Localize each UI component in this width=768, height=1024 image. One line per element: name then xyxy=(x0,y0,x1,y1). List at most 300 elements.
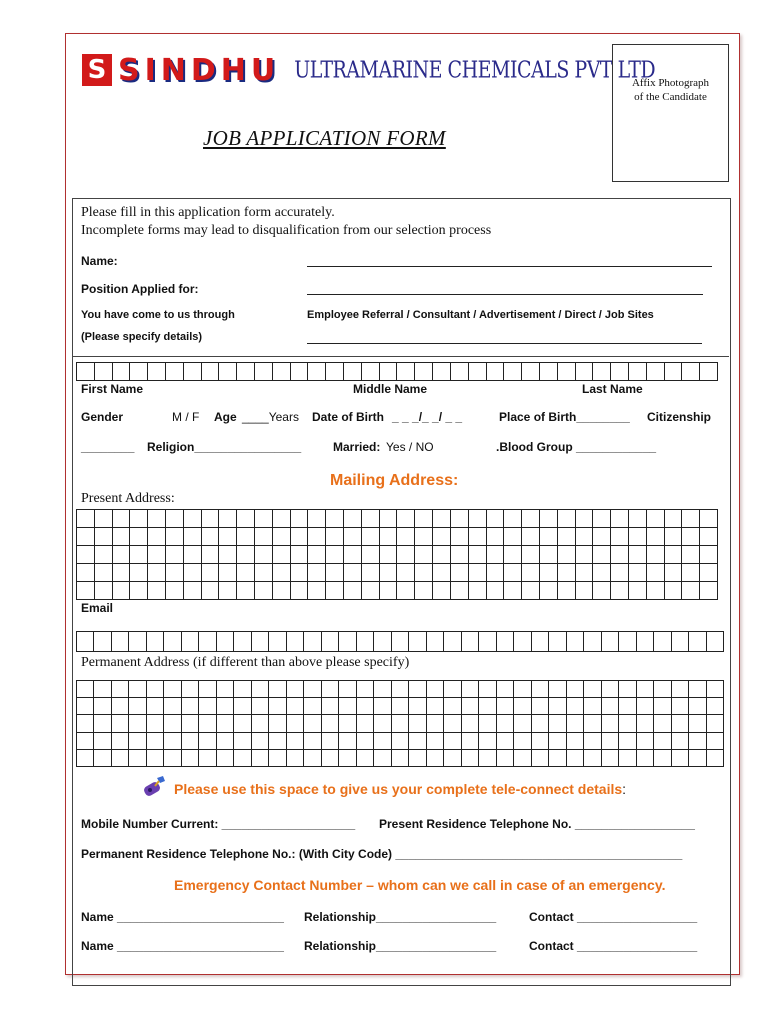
grid-cell[interactable] xyxy=(95,363,113,381)
permanent-address-grid[interactable] xyxy=(76,680,724,767)
grid-cell[interactable] xyxy=(558,582,576,600)
grid-cell[interactable] xyxy=(217,632,234,652)
grid-cell[interactable] xyxy=(619,698,636,715)
grid-cell[interactable] xyxy=(462,715,480,732)
grid-cell[interactable] xyxy=(532,733,549,750)
grid-cell[interactable] xyxy=(164,681,181,698)
grid-cell[interactable] xyxy=(629,363,647,381)
grid-cell[interactable] xyxy=(549,733,566,750)
grid-cell[interactable] xyxy=(397,546,415,564)
grid-cell[interactable] xyxy=(549,715,566,732)
grid-cell[interactable] xyxy=(322,750,340,767)
grid-cell[interactable] xyxy=(433,363,451,381)
grid-cell[interactable] xyxy=(514,733,531,750)
grid-cell[interactable] xyxy=(95,510,113,528)
position-field[interactable] xyxy=(307,294,703,295)
grid-cell[interactable] xyxy=(514,750,531,767)
grid-cell[interactable] xyxy=(77,698,94,715)
grid-cell[interactable] xyxy=(392,750,409,767)
blood-group-field[interactable]: .Blood Group ____________ xyxy=(496,440,657,454)
grid-cell[interactable] xyxy=(584,733,602,750)
grid-cell[interactable] xyxy=(462,750,480,767)
grid-cell[interactable] xyxy=(234,681,251,698)
grid-cell[interactable] xyxy=(392,632,409,652)
grid-cell[interactable] xyxy=(326,582,344,600)
grid-cell[interactable] xyxy=(129,715,146,732)
grid-cell[interactable] xyxy=(611,510,629,528)
grid-cell[interactable] xyxy=(602,715,619,732)
grid-cell[interactable] xyxy=(700,564,718,582)
grid-cell[interactable] xyxy=(540,528,558,546)
grid-cell[interactable] xyxy=(647,564,665,582)
grid-cell[interactable] xyxy=(392,733,409,750)
grid-cell[interactable] xyxy=(234,733,251,750)
grid-cell[interactable] xyxy=(611,582,629,600)
grid-cell[interactable] xyxy=(567,733,584,750)
grid-cell[interactable] xyxy=(444,698,461,715)
grid-cell[interactable] xyxy=(532,715,549,732)
grid-cell[interactable] xyxy=(357,632,374,652)
grid-cell[interactable] xyxy=(362,546,380,564)
grid-cell[interactable] xyxy=(629,582,647,600)
grid-cell[interactable] xyxy=(532,698,549,715)
grid-cell[interactable] xyxy=(637,681,654,698)
grid-cell[interactable] xyxy=(682,582,700,600)
permanent-phone-field[interactable]: Permanent Residence Telephone No.: (With City Code) ___________________________________________ xyxy=(81,847,683,861)
grid-cell[interactable] xyxy=(689,681,706,698)
grid-cell[interactable] xyxy=(392,715,409,732)
grid-cell[interactable] xyxy=(322,715,340,732)
grid-cell[interactable] xyxy=(130,582,148,600)
grid-cell[interactable] xyxy=(255,528,273,546)
grid-cell[interactable] xyxy=(308,528,326,546)
grid-cell[interactable] xyxy=(462,698,480,715)
grid-cell[interactable] xyxy=(576,564,594,582)
grid-cell[interactable] xyxy=(255,582,273,600)
grid-cell[interactable] xyxy=(184,582,202,600)
grid-cell[interactable] xyxy=(532,750,549,767)
emergency-name-field-2[interactable]: Name _________________________ xyxy=(81,939,284,953)
grid-cell[interactable] xyxy=(237,528,255,546)
grid-cell[interactable] xyxy=(479,750,496,767)
grid-cell[interactable] xyxy=(409,750,426,767)
grid-cell[interactable] xyxy=(237,363,255,381)
grid-cell[interactable] xyxy=(619,681,636,698)
grid-cell[interactable] xyxy=(700,510,718,528)
grid-cell[interactable] xyxy=(164,733,181,750)
grid-cell[interactable] xyxy=(647,546,665,564)
grid-cell[interactable] xyxy=(522,363,540,381)
grid-cell[interactable] xyxy=(129,698,146,715)
grid-cell[interactable] xyxy=(540,582,558,600)
grid-cell[interactable] xyxy=(148,510,166,528)
grid-cell[interactable] xyxy=(95,564,113,582)
grid-cell[interactable] xyxy=(339,632,356,652)
grid-cell[interactable] xyxy=(392,681,409,698)
grid-cell[interactable] xyxy=(637,733,654,750)
grid-cell[interactable] xyxy=(504,363,522,381)
grid-cell[interactable] xyxy=(234,715,251,732)
grid-cell[interactable] xyxy=(487,564,505,582)
grid-cell[interactable] xyxy=(308,363,326,381)
grid-cell[interactable] xyxy=(682,363,700,381)
grid-cell[interactable] xyxy=(619,632,636,652)
grid-cell[interactable] xyxy=(164,632,181,652)
grid-cell[interactable] xyxy=(576,363,594,381)
grid-cell[interactable] xyxy=(291,564,309,582)
grid-cell[interactable] xyxy=(339,715,356,732)
grid-cell[interactable] xyxy=(94,750,111,767)
grid-cell[interactable] xyxy=(558,528,576,546)
grid-cell[interactable] xyxy=(637,632,654,652)
grid-cell[interactable] xyxy=(469,546,487,564)
grid-cell[interactable] xyxy=(415,510,433,528)
grid-cell[interactable] xyxy=(291,528,309,546)
grid-cell[interactable] xyxy=(217,750,234,767)
grid-cell[interactable] xyxy=(147,698,164,715)
grid-cell[interactable] xyxy=(374,681,391,698)
grid-cell[interactable] xyxy=(427,750,444,767)
grid-cell[interactable] xyxy=(291,363,309,381)
grid-cell[interactable] xyxy=(397,582,415,600)
grid-cell[interactable] xyxy=(700,363,718,381)
grid-cell[interactable] xyxy=(113,582,131,600)
grid-cell[interactable] xyxy=(576,510,594,528)
grid-cell[interactable] xyxy=(707,632,724,652)
grid-cell[interactable] xyxy=(130,546,148,564)
grid-cell[interactable] xyxy=(113,528,131,546)
grid-cell[interactable] xyxy=(504,510,522,528)
grid-cell[interactable] xyxy=(567,750,584,767)
full-name-grid[interactable] xyxy=(76,362,718,381)
grid-cell[interactable] xyxy=(255,564,273,582)
grid-cell[interactable] xyxy=(322,698,340,715)
present-address-grid[interactable] xyxy=(76,509,718,600)
grid-cell[interactable] xyxy=(654,733,671,750)
grid-cell[interactable] xyxy=(672,750,689,767)
grid-cell[interactable] xyxy=(112,632,129,652)
grid-cell[interactable] xyxy=(487,363,505,381)
grid-cell[interactable] xyxy=(415,363,433,381)
grid-cell[interactable] xyxy=(380,363,398,381)
grid-cell[interactable] xyxy=(77,681,94,698)
grid-cell[interactable] xyxy=(654,698,671,715)
grid-cell[interactable] xyxy=(164,715,181,732)
grid-cell[interactable] xyxy=(576,546,594,564)
grid-cell[interactable] xyxy=(469,510,487,528)
grid-cell[interactable] xyxy=(219,564,237,582)
grid-cell[interactable] xyxy=(112,698,129,715)
grid-cell[interactable] xyxy=(237,510,255,528)
grid-cell[interactable] xyxy=(273,510,291,528)
grid-cell[interactable] xyxy=(602,632,619,652)
grid-cell[interactable] xyxy=(469,564,487,582)
grid-cell[interactable] xyxy=(166,582,184,600)
source-options[interactable]: Employee Referral / Consultant / Advertisement / Direct / Job Sites xyxy=(307,309,654,321)
photo-box[interactable] xyxy=(612,44,729,182)
grid-cell[interactable] xyxy=(665,564,683,582)
grid-cell[interactable] xyxy=(602,733,619,750)
grid-cell[interactable] xyxy=(202,582,220,600)
grid-cell[interactable] xyxy=(112,681,129,698)
grid-cell[interactable] xyxy=(219,582,237,600)
grid-cell[interactable] xyxy=(415,546,433,564)
grid-cell[interactable] xyxy=(166,510,184,528)
specify-field[interactable] xyxy=(307,343,702,344)
grid-cell[interactable] xyxy=(94,681,111,698)
grid-cell[interactable] xyxy=(304,750,321,767)
grid-cell[interactable] xyxy=(374,750,391,767)
grid-cell[interactable] xyxy=(593,582,611,600)
grid-cell[interactable] xyxy=(540,363,558,381)
grid-cell[interactable] xyxy=(308,510,326,528)
grid-cell[interactable] xyxy=(113,564,131,582)
grid-cell[interactable] xyxy=(392,698,409,715)
grid-cell[interactable] xyxy=(252,733,269,750)
grid-cell[interactable] xyxy=(339,698,356,715)
grid-cell[interactable] xyxy=(654,750,671,767)
grid-cell[interactable] xyxy=(94,715,111,732)
grid-cell[interactable] xyxy=(444,681,461,698)
grid-cell[interactable] xyxy=(665,546,683,564)
grid-cell[interactable] xyxy=(689,715,706,732)
grid-cell[interactable] xyxy=(291,510,309,528)
grid-cell[interactable] xyxy=(567,698,584,715)
grid-cell[interactable] xyxy=(427,715,444,732)
grid-cell[interactable] xyxy=(147,632,164,652)
grid-cell[interactable] xyxy=(94,632,111,652)
grid-cell[interactable] xyxy=(374,698,391,715)
grid-cell[interactable] xyxy=(217,698,234,715)
grid-cell[interactable] xyxy=(326,546,344,564)
grid-cell[interactable] xyxy=(707,715,724,732)
grid-cell[interactable] xyxy=(287,681,304,698)
grid-cell[interactable] xyxy=(113,363,131,381)
grid-cell[interactable] xyxy=(202,546,220,564)
grid-cell[interactable] xyxy=(514,632,531,652)
grid-cell[interactable] xyxy=(304,715,321,732)
grid-cell[interactable] xyxy=(184,363,202,381)
grid-cell[interactable] xyxy=(322,733,340,750)
grid-cell[interactable] xyxy=(451,363,469,381)
grid-cell[interactable] xyxy=(326,528,344,546)
grid-cell[interactable] xyxy=(504,546,522,564)
grid-cell[interactable] xyxy=(304,733,321,750)
grid-cell[interactable] xyxy=(602,681,619,698)
grid-cell[interactable] xyxy=(344,546,362,564)
grid-cell[interactable] xyxy=(380,546,398,564)
grid-cell[interactable] xyxy=(665,363,683,381)
grid-cell[interactable] xyxy=(287,632,304,652)
grid-cell[interactable] xyxy=(504,582,522,600)
grid-cell[interactable] xyxy=(444,715,461,732)
grid-cell[interactable] xyxy=(487,582,505,600)
grid-cell[interactable] xyxy=(497,632,514,652)
grid-cell[interactable] xyxy=(269,715,286,732)
grid-cell[interactable] xyxy=(269,750,286,767)
grid-cell[interactable] xyxy=(202,564,220,582)
grid-cell[interactable] xyxy=(148,564,166,582)
grid-cell[interactable] xyxy=(252,750,269,767)
grid-cell[interactable] xyxy=(532,632,549,652)
grid-cell[interactable] xyxy=(504,528,522,546)
grid-cell[interactable] xyxy=(576,528,594,546)
grid-cell[interactable] xyxy=(397,528,415,546)
grid-cell[interactable] xyxy=(602,750,619,767)
grid-cell[interactable] xyxy=(357,715,374,732)
grid-cell[interactable] xyxy=(255,510,273,528)
grid-cell[interactable] xyxy=(497,750,514,767)
grid-cell[interactable] xyxy=(339,681,356,698)
grid-cell[interactable] xyxy=(665,510,683,528)
age-field[interactable]: ____Years xyxy=(242,410,299,424)
grid-cell[interactable] xyxy=(202,510,220,528)
grid-cell[interactable] xyxy=(672,698,689,715)
grid-cell[interactable] xyxy=(199,632,217,652)
emergency-relationship-field-1[interactable]: Relationship__________________ xyxy=(304,910,497,924)
grid-cell[interactable] xyxy=(339,750,356,767)
grid-cell[interactable] xyxy=(164,750,181,767)
grid-cell[interactable] xyxy=(514,681,531,698)
grid-cell[interactable] xyxy=(304,681,321,698)
grid-cell[interactable] xyxy=(130,510,148,528)
grid-cell[interactable] xyxy=(672,715,689,732)
grid-cell[interactable] xyxy=(415,564,433,582)
grid-cell[interactable] xyxy=(112,715,129,732)
grid-cell[interactable] xyxy=(237,546,255,564)
grid-cell[interactable] xyxy=(344,363,362,381)
grid-cell[interactable] xyxy=(451,564,469,582)
citizenship-field[interactable]: ________ xyxy=(81,440,135,454)
grid-cell[interactable] xyxy=(444,632,461,652)
grid-cell[interactable] xyxy=(487,528,505,546)
grid-cell[interactable] xyxy=(497,698,514,715)
grid-cell[interactable] xyxy=(166,546,184,564)
grid-cell[interactable] xyxy=(479,632,496,652)
grid-cell[interactable] xyxy=(287,715,304,732)
grid-cell[interactable] xyxy=(380,510,398,528)
grid-cell[interactable] xyxy=(255,363,273,381)
grid-cell[interactable] xyxy=(184,510,202,528)
grid-cell[interactable] xyxy=(287,750,304,767)
grid-cell[interactable] xyxy=(339,733,356,750)
grid-cell[interactable] xyxy=(129,681,146,698)
pob-field[interactable]: Place of Birth________ xyxy=(499,410,630,424)
grid-cell[interactable] xyxy=(357,750,374,767)
grid-cell[interactable] xyxy=(344,528,362,546)
grid-cell[interactable] xyxy=(234,750,251,767)
grid-cell[interactable] xyxy=(700,582,718,600)
emergency-relationship-field-2[interactable]: Relationship__________________ xyxy=(304,939,497,953)
grid-cell[interactable] xyxy=(427,681,444,698)
grid-cell[interactable] xyxy=(112,750,129,767)
grid-cell[interactable] xyxy=(166,528,184,546)
grid-cell[interactable] xyxy=(397,510,415,528)
grid-cell[interactable] xyxy=(397,363,415,381)
grid-cell[interactable] xyxy=(202,528,220,546)
grid-cell[interactable] xyxy=(707,733,724,750)
grid-cell[interactable] xyxy=(558,363,576,381)
grid-cell[interactable] xyxy=(451,510,469,528)
grid-cell[interactable] xyxy=(129,750,146,767)
grid-cell[interactable] xyxy=(567,632,584,652)
emergency-contact-field-2[interactable]: Contact __________________ xyxy=(529,939,698,953)
grid-cell[interactable] xyxy=(479,733,496,750)
grid-cell[interactable] xyxy=(584,715,602,732)
grid-cell[interactable] xyxy=(427,733,444,750)
grid-cell[interactable] xyxy=(362,564,380,582)
married-options[interactable]: Yes / NO xyxy=(386,440,434,454)
grid-cell[interactable] xyxy=(672,733,689,750)
grid-cell[interactable] xyxy=(182,750,199,767)
grid-cell[interactable] xyxy=(540,564,558,582)
grid-cell[interactable] xyxy=(147,750,164,767)
grid-cell[interactable] xyxy=(344,510,362,528)
religion-field[interactable]: Religion________________ xyxy=(147,440,302,454)
grid-cell[interactable] xyxy=(217,715,234,732)
grid-cell[interactable] xyxy=(166,564,184,582)
grid-cell[interactable] xyxy=(255,546,273,564)
grid-cell[interactable] xyxy=(497,715,514,732)
grid-cell[interactable] xyxy=(357,733,374,750)
grid-cell[interactable] xyxy=(522,510,540,528)
grid-cell[interactable] xyxy=(252,632,269,652)
grid-cell[interactable] xyxy=(77,750,94,767)
grid-cell[interactable] xyxy=(689,733,706,750)
grid-cell[interactable] xyxy=(77,632,94,652)
grid-cell[interactable] xyxy=(647,363,665,381)
grid-cell[interactable] xyxy=(95,528,113,546)
grid-cell[interactable] xyxy=(682,528,700,546)
grid-cell[interactable] xyxy=(619,733,636,750)
grid-cell[interactable] xyxy=(611,546,629,564)
grid-cell[interactable] xyxy=(611,564,629,582)
grid-cell[interactable] xyxy=(415,582,433,600)
grid-cell[interactable] xyxy=(611,363,629,381)
grid-cell[interactable] xyxy=(433,546,451,564)
grid-cell[interactable] xyxy=(269,698,286,715)
grid-cell[interactable] xyxy=(166,363,184,381)
grid-cell[interactable] xyxy=(409,632,426,652)
grid-cell[interactable] xyxy=(287,698,304,715)
grid-cell[interactable] xyxy=(113,510,131,528)
grid-cell[interactable] xyxy=(469,528,487,546)
grid-cell[interactable] xyxy=(148,363,166,381)
grid-cell[interactable] xyxy=(409,715,426,732)
grid-cell[interactable] xyxy=(184,546,202,564)
grid-cell[interactable] xyxy=(308,546,326,564)
grid-cell[interactable] xyxy=(532,681,549,698)
grid-cell[interactable] xyxy=(629,564,647,582)
grid-cell[interactable] xyxy=(497,681,514,698)
grid-cell[interactable] xyxy=(322,681,340,698)
grid-cell[interactable] xyxy=(672,681,689,698)
grid-cell[interactable] xyxy=(287,733,304,750)
grid-cell[interactable] xyxy=(707,750,724,767)
grid-cell[interactable] xyxy=(184,528,202,546)
grid-cell[interactable] xyxy=(326,510,344,528)
grid-cell[interactable] xyxy=(252,681,269,698)
grid-cell[interactable] xyxy=(593,564,611,582)
grid-cell[interactable] xyxy=(682,564,700,582)
grid-cell[interactable] xyxy=(397,564,415,582)
grid-cell[interactable] xyxy=(451,528,469,546)
grid-cell[interactable] xyxy=(269,733,286,750)
grid-cell[interactable] xyxy=(522,564,540,582)
grid-cell[interactable] xyxy=(182,698,199,715)
grid-cell[interactable] xyxy=(362,528,380,546)
gender-options[interactable]: M / F xyxy=(172,410,200,424)
